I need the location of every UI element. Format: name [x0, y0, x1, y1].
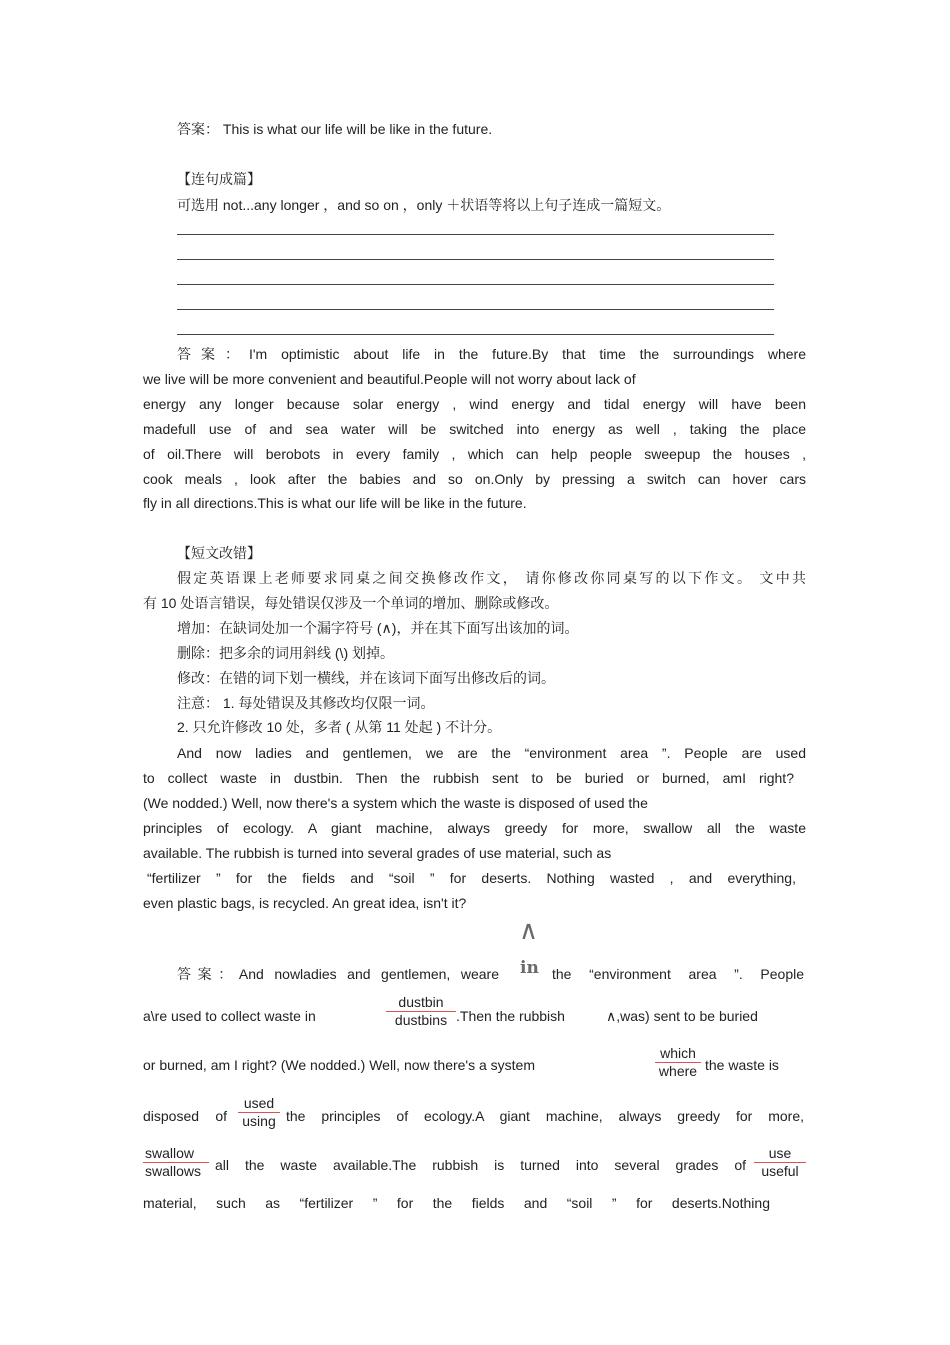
instruction-line: 增加：在缺词处加一个漏字符号 (∧)，并在其下面写出该加的词。: [177, 620, 579, 636]
answer-3-line: the principles of ecology.A giant machine, always greedy for more,: [286, 1108, 804, 1124]
section-title-linking: 【连句成篇】: [177, 171, 261, 187]
answer-2-line: we live will be more convenient and beautiful.People will not worry about lack of: [143, 371, 636, 387]
instruction-line: 注意： 1. 每处错误及其修改均仅限一词。: [177, 695, 435, 711]
wrong-word: swallow: [143, 1145, 209, 1163]
answer-3-line: a\re used to collect waste in: [143, 1008, 316, 1024]
instruction-line: 删除：把多余的词用斜线 (\) 划掉。: [177, 645, 394, 661]
correct-word: where: [658, 1063, 698, 1079]
correct-word: swallows: [145, 1163, 202, 1179]
instruction-line: 2. 只允许修改 10 处，多者 ( 从第 11 处起 ) 不计分。: [177, 719, 502, 735]
instruction-line: 有 10 处语言错误，每处错误仅涉及一个单词的增加、删除或修改。: [143, 595, 559, 611]
section-title-correction: 【短文改错】: [177, 545, 261, 561]
passage-line: to collect waste in dustbin. Then the rubbish sent to be buried or burned, amI right?: [143, 770, 794, 786]
correction-used: [238, 1095, 280, 1130]
correct-word: dustbins: [394, 1012, 448, 1028]
correction-use: [754, 1145, 806, 1180]
correct-word: useful: [761, 1163, 799, 1179]
wrong-word: use: [754, 1145, 806, 1163]
answer-blank-line: [177, 234, 774, 235]
answer-2-line: 答案：I'm optimistic about life in the future.By that time the surroundings where: [177, 346, 806, 362]
answer-blank-line: [177, 259, 774, 260]
answer-3-line: or burned, am I right? (We nodded.) Well, now there's a system: [143, 1057, 535, 1073]
answer-blank-line: [177, 334, 774, 335]
section-instruction-linking: 可选用 not...any longer ，and so on ，only ＋状语等将以上句子连成一篇短文。: [177, 197, 671, 213]
correct-word: using: [242, 1113, 276, 1129]
answer-2-line: fly in all directions.This is what our life will be like in the future.: [143, 495, 527, 511]
answer-3-line: 答案：And nowladies and gentlemen, weare: [177, 966, 499, 982]
passage-line: “fertilizer ” for the fields and “soil ” for deserts. Nothing wasted , and everything,: [147, 870, 796, 886]
passage-line: available. The rubbish is turned into several grades of use material, such as: [143, 845, 612, 861]
answer-blank-line: [177, 284, 774, 285]
answer-3-line: the waste is: [705, 1057, 779, 1073]
inserted-word: in: [520, 958, 539, 978]
answer-2-line: of oil.There will berobots in every family , which can help people sweepup the houses ,: [143, 446, 806, 462]
passage-line: (We nodded.) Well, now there's a system which the waste is disposed of used the: [143, 795, 648, 811]
answer-1: 答案： This is what our life will be like in the future.: [177, 121, 493, 137]
answer-2-line: cook meals , look after the babies and so on.Only by pressing a switch can hover cars: [143, 471, 806, 487]
passage-line: And now ladies and gentlemen, we are the “environment area ”. People are used: [177, 745, 806, 761]
answer-blank-line: [177, 309, 774, 310]
instruction-line: 修改：在错的词下划一横线，并在该词下面写出修改后的词。: [177, 670, 555, 686]
answer-3-line: .Then the rubbish: [456, 1008, 565, 1024]
wrong-word: used: [238, 1095, 280, 1113]
answer-3-line: ∧,was) sent to be buried: [606, 1008, 758, 1024]
answer-3-line: disposed of: [143, 1108, 227, 1124]
answer-2-line: energy any longer because solar energy , wind energy and tidal energy will have been: [143, 396, 806, 412]
passage-line: even plastic bags, is recycled. An great idea, isn't it?: [143, 895, 467, 911]
correction-dustbin: [386, 994, 456, 1029]
answer-2-line: madefull use of and sea water will be switched into energy as well , taking the place: [143, 421, 806, 437]
instruction-line: 假定英语课上老师要求同桌之间交换修改作文， 请你修改你同桌写的以下作文。 文中共: [177, 570, 806, 586]
insertion-caret-icon: ∧: [519, 916, 539, 946]
correction-swallow: [143, 1145, 209, 1180]
correction-which: [655, 1045, 701, 1080]
answer-3-line: all the waste available.The rubbish is turned into several grades of: [215, 1157, 746, 1173]
passage-line: principles of ecology. A giant machine, always greedy for more, swallow all the waste: [143, 820, 806, 836]
wrong-word: which: [655, 1045, 701, 1063]
wrong-word: dustbin: [386, 994, 456, 1012]
answer-3-line: the “environment area ”. People: [552, 966, 804, 982]
answer-3-line: material, such as “fertilizer ” for the fields and “soil ” for deserts.Nothing: [143, 1195, 770, 1211]
